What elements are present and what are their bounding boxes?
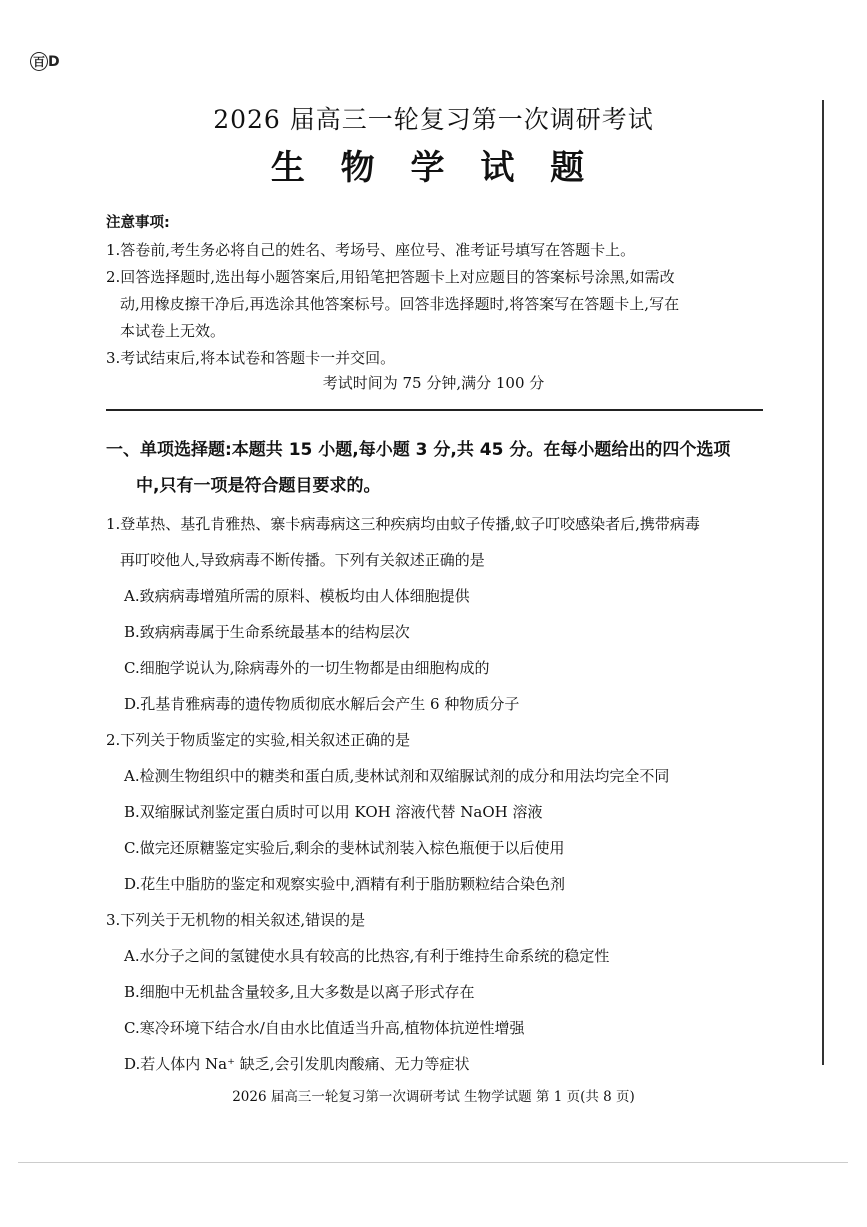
question-list bbox=[106, 506, 776, 1082]
instruction-3: 3.考试结束后,将本试卷和答题卡一并交回。 bbox=[106, 349, 396, 367]
section-heading-line-1: 一、单项选择题:本题共 15 小题,每小题 3 分,共 45 分。在每小题给出的四个选项 bbox=[106, 440, 731, 460]
exam-title: 2026 届高三一轮复习第一次调研考试 bbox=[213, 105, 654, 134]
divider bbox=[106, 409, 763, 411]
option-b: B.细胞中无机盐含量较多,且大多数是以离子形式存在 bbox=[124, 983, 475, 1001]
subject-title: 生 物 学 试 题 bbox=[270, 148, 597, 188]
option-c: C.寒冷环境下结合水/自由水比值适当升高,植物体抗逆性增强 bbox=[124, 1019, 525, 1037]
question-stem-cont: 再叮咬他人,导致病毒不断传播。下列有关叙述正确的是 bbox=[120, 551, 485, 569]
question-stem: 1.登革热、基孔肯雅热、寨卡病毒病这三种疾病均由蚊子传播,蚊子叮咬感染者后,携带病毒 bbox=[106, 515, 700, 533]
option-c: C.做完还原糖鉴定实验后,剩余的斐林试剂装入棕色瓶便于以后使用 bbox=[124, 839, 565, 857]
corner-stamp bbox=[30, 52, 60, 71]
question-stem: 3.下列关于无机物的相关叙述,错误的是 bbox=[106, 911, 366, 929]
question-stem: 2.下列关于物质鉴定的实验,相关叙述正确的是 bbox=[106, 731, 411, 749]
question-2 bbox=[106, 722, 776, 902]
scan-edge-line bbox=[18, 1162, 848, 1163]
section-heading bbox=[106, 432, 776, 504]
option-a: A.致病病毒增殖所需的原料、模板均由人体细胞提供 bbox=[124, 587, 470, 605]
instruction-2-line-2: 动,用橡皮擦干净后,再选涂其他答案标号。回答非选择题时,将答案写在答题卡上,写在 bbox=[120, 295, 680, 313]
instruction-1: 1.答卷前,考生务必将自己的姓名、考场号、座位号、准考证号填写在答题卡上。 bbox=[106, 241, 636, 259]
instructions-heading: 注意事项: bbox=[106, 215, 170, 231]
option-c: C.细胞学说认为,除病毒外的一切生物都是由细胞构成的 bbox=[124, 659, 490, 677]
option-d: D.若人体内 Na⁺ 缺乏,会引发肌肉酸痛、无力等症状 bbox=[124, 1055, 470, 1073]
section-heading-line-2: 中,只有一项是符合题目要求的。 bbox=[136, 476, 381, 496]
option-b: B.致病病毒属于生命系统最基本的结构层次 bbox=[124, 623, 410, 641]
question-1 bbox=[106, 506, 776, 722]
stamp-letter: D bbox=[48, 54, 60, 70]
option-a: A.检测生物组织中的糖类和蛋白质,斐林试剂和双缩脲试剂的成分和用法均完全不同 bbox=[124, 767, 670, 785]
instruction-2-line-3: 本试卷上无效。 bbox=[120, 322, 226, 340]
instruction-2-line-1: 2.回答选择题时,选出每小题答案后,用铅笔把答题卡上对应题目的答案标号涂黑,如需改 bbox=[106, 268, 675, 286]
question-3 bbox=[106, 902, 776, 1082]
stamp-circled-char: 百 bbox=[30, 52, 48, 71]
page-footer: 2026 届高三一轮复习第一次调研考试 生物学试题 第 1 页(共 8 页) bbox=[232, 1089, 635, 1105]
instructions bbox=[106, 210, 766, 372]
option-b: B.双缩脲试剂鉴定蛋白质时可以用 KOH 溶液代替 NaOH 溶液 bbox=[124, 803, 543, 821]
margin-rule bbox=[822, 100, 824, 1065]
option-a: A.水分子之间的氢键使水具有较高的比热容,有利于维持生命系统的稳定性 bbox=[124, 947, 610, 965]
exam-time: 考试时间为 75 分钟,满分 100 分 bbox=[322, 374, 545, 392]
option-d: D.花生中脂肪的鉴定和观察实验中,酒精有利于脂肪颗粒结合染色剂 bbox=[124, 875, 566, 893]
option-d: D.孔基肯雅病毒的遗传物质彻底水解后会产生 6 种物质分子 bbox=[124, 695, 520, 713]
